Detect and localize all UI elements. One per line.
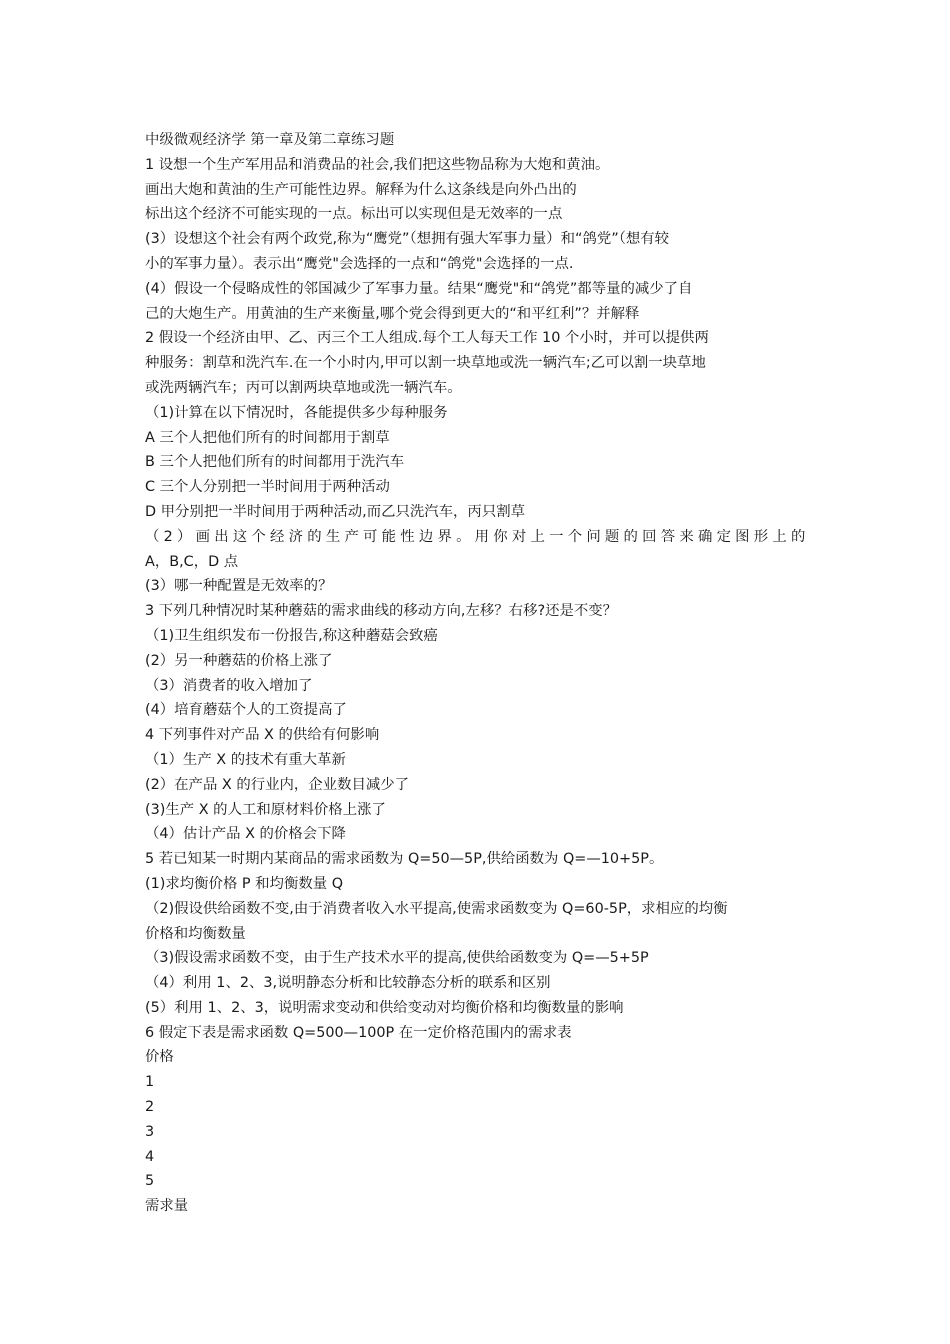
question-4-part-4: （4）估计产品 X 的价格会下降 xyxy=(145,826,346,843)
question-3-part-1: （1)卫生组织发布一份报告,称这种蘑菇会致癌 xyxy=(145,627,438,644)
question-1-part-4-line-1: (4）假设一个侵略成性的邻国减少了军事力量。结果“鹰党"和“鸽党”都等量的减少了自 xyxy=(145,280,693,297)
question-2-intro-line-2: 种服务：割草和洗汽车.在一个小时内,甲可以割一块草地或洗一辆汽车;乙可以割一块草地 xyxy=(145,355,706,372)
question-4-intro: 4 下列事件对产品 X 的供给有何影响 xyxy=(145,727,380,744)
question-6-intro: 6 假定下表是需求函数 Q=500—100P 在一定价格范围内的需求表 xyxy=(145,1024,572,1041)
question-2-intro-line-1: 2 假设一个经济由甲、乙、丙三个工人组成.每个工人每天工作 10 个小时，并可以提供两 xyxy=(145,330,709,347)
question-3-part-3: （3）消费者的收入增加了 xyxy=(145,677,313,694)
question-2-part-2-line-1: （2）画出这个经济的生产可能性边界。用你对上一个问题的回答来确定图形上的 xyxy=(145,528,807,545)
table-header-price: 价格 xyxy=(145,1049,174,1066)
question-1-part-3-line-1: (3）设想这个社会有两个政党,称为“鹰党”（想拥有强大军事力量）和“鸽党”（想有较 xyxy=(145,231,670,248)
question-5-part-2-line-2: 价格和均衡数量 xyxy=(145,925,246,942)
question-1-intro: 1 设想一个生产军用品和消费品的社会,我们把这些物品称为大炮和黄油。 xyxy=(145,156,610,173)
question-2-option-a: A 三个人把他们所有的时间都用于割草 xyxy=(145,429,390,446)
question-2-intro-line-3: 或洗两辆汽车；丙可以割两块草地或洗一辆汽车。 xyxy=(145,379,462,396)
question-4-part-3: (3)生产 X 的人工和原材料价格上涨了 xyxy=(145,801,386,818)
table-price-value: 2 xyxy=(145,1099,155,1116)
question-2-option-c: C 三个人分别把一半时间用于两种活动 xyxy=(145,479,390,496)
table-header-quantity: 需求量 xyxy=(145,1198,189,1215)
question-5-part-1: (1)求均衡价格 P 和均衡数量 Q xyxy=(145,875,344,892)
question-3-part-4: (4）培育蘑菇个人的工资提高了 xyxy=(145,702,347,719)
document-title: 中级微观经济学 第一章及第二章练习题 xyxy=(145,132,395,148)
question-1-part-3-line-2: 小的军事力量）。表示出“鹰党"会选择的一点和“鸽党"会选择的一点. xyxy=(145,255,574,272)
question-2-option-d: D 甲分别把一半时间用于两种活动,而乙只洗汽车，丙只割草 xyxy=(145,503,525,520)
table-price-value: 3 xyxy=(145,1123,155,1140)
question-5-part-4: （4）利用 1、2、3,说明静态分析和比较静态分析的联系和区别 xyxy=(145,975,551,992)
question-5-part-3: （3)假设需求函数不变，由于生产技术水平的提高,使供给函数变为 Q=—5+5P xyxy=(145,950,649,967)
question-1-part-2: 标出这个经济不可能实现的一点。标出可以实现但是无效率的一点 xyxy=(145,206,563,223)
question-2-part-1: （1)计算在以下情况时，各能提供多少每种服务 xyxy=(145,404,448,421)
table-price-value: 5 xyxy=(145,1173,155,1190)
table-price-value: 1 xyxy=(145,1074,155,1091)
question-2-part-3: (3）哪一种配置是无效率的？ xyxy=(145,578,333,595)
question-1-part-4-line-2: 己的大炮生产。用黄油的生产来衡量,哪个党会得到更大的“和平红利”？并解释 xyxy=(145,305,640,322)
question-4-part-2: (2）在产品 X 的行业内，企业数目减少了 xyxy=(145,776,410,793)
document-body xyxy=(145,128,807,1219)
question-3-intro: 3 下列几种情况时某种蘑菇的需求曲线的移动方向,左移？右移?还是不变？ xyxy=(145,603,618,620)
question-5-intro: 5 若已知某一时期内某商品的需求函数为 Q=50—5P,供给函数为 Q=—10+5P。 xyxy=(145,851,664,868)
question-5-part-5: (5）利用 1、2、3，说明需求变动和供给变动对均衡价格和均衡数量的影响 xyxy=(145,999,624,1016)
table-price-value: 4 xyxy=(145,1148,155,1165)
question-2-option-b: B 三个人把他们所有的时间都用于洗汽车 xyxy=(145,454,405,471)
question-1-part-1: 画出大炮和黄油的生产可能性边界。解释为什么这条线是向外凸出的 xyxy=(145,181,577,198)
question-2-part-2-line-2: A，B,C，D 点 xyxy=(145,553,239,570)
question-5-part-2-line-1: （2)假设供给函数不变,由于消费者收入水平提高,使需求函数变为 Q=60-5P，求相应的均衡 xyxy=(145,900,728,917)
question-4-part-1: （1）生产 X 的技术有重大革新 xyxy=(145,751,346,768)
question-3-part-2: (2）另一种蘑菇的价格上涨了 xyxy=(145,652,333,669)
